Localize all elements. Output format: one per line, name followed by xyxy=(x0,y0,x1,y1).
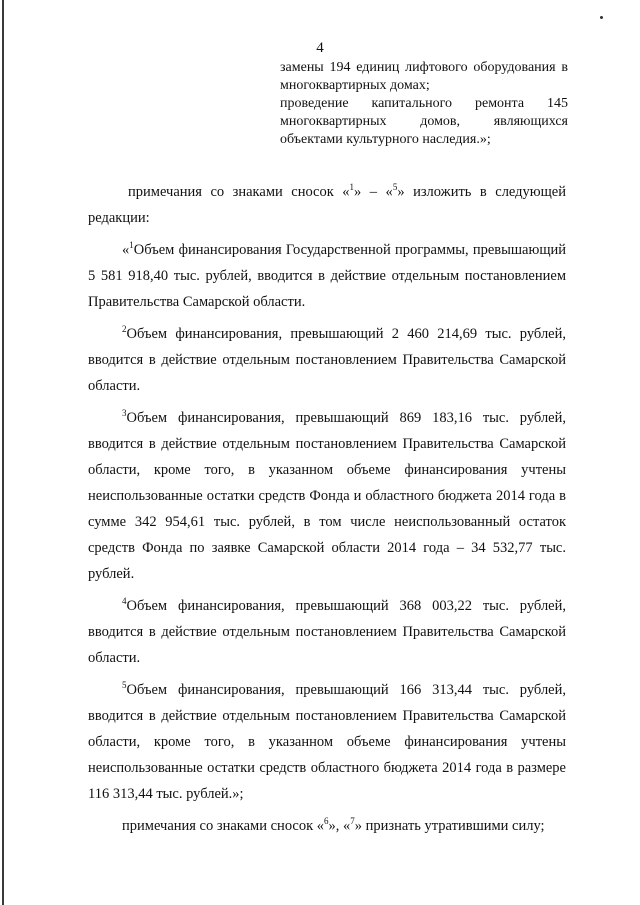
document-body xyxy=(88,179,566,845)
footnote-4: $^4$Объем финансирования, превышающий 368 003,22 тыс. рублей, вводится в действие отдельным постановлением Правительства Самарской области. xyxy=(88,596,566,666)
closing-paragraph: примечания со знаками сносок «$^6$», «$^7$» признать утратившими силу; xyxy=(122,816,545,834)
footnote-2: $^2$Объем финансирования, превышающий 2 460 214,69 тыс. рублей, вводится в действие отдельным постановлением Правительства Самарской области. xyxy=(88,324,566,394)
footnote-1: «$^1$Объем финансирования Государственной программы, превышающий 5 581 918,40 тыс. рублей, вводится в действие отдельным постановлением Правительства Самарской области. xyxy=(88,240,566,310)
intro-paragraph: примечания со знаками сносок «$^1$» – «$^5$» изложить в следующей редакции: xyxy=(88,182,566,226)
scan-speck xyxy=(600,16,603,19)
amendment-list xyxy=(280,59,568,149)
scan-border xyxy=(2,0,4,905)
list-item: проведение капитального ремонта 145 многоквартирных домов, являющихся объектами культурного наследия.»; xyxy=(280,96,568,147)
page-number: 4 xyxy=(316,40,324,56)
list-item: замены 194 единиц лифтового оборудования в многоквартирных домах; xyxy=(280,60,568,93)
footnote-5: $^5$Объем финансирования, превышающий 166 313,44 тыс. рублей, вводится в действие отдельным постановлением Правительства Самарской области, кроме того, в указанном объеме финансирования учтены неиспользованные остатки средств областного бюджета 2014 года в размере 116 313,44 тыс. рублей.»; xyxy=(88,680,566,802)
footnote-3: $^3$Объем финансирования, превышающий 869 183,16 тыс. рублей, вводится в действие отдельным постановлением Правительства Самарской области, кроме того, в указанном объеме финансирования учтены неиспользованные остатки средств Фонда и областного бюджета 2014 года в сумме 342 954,61 тыс. рублей, в том числе неиспользованный остаток средств Фонда по заявке Самарской области 2014 года – 34 532,77 тыс. рублей. xyxy=(88,408,566,582)
